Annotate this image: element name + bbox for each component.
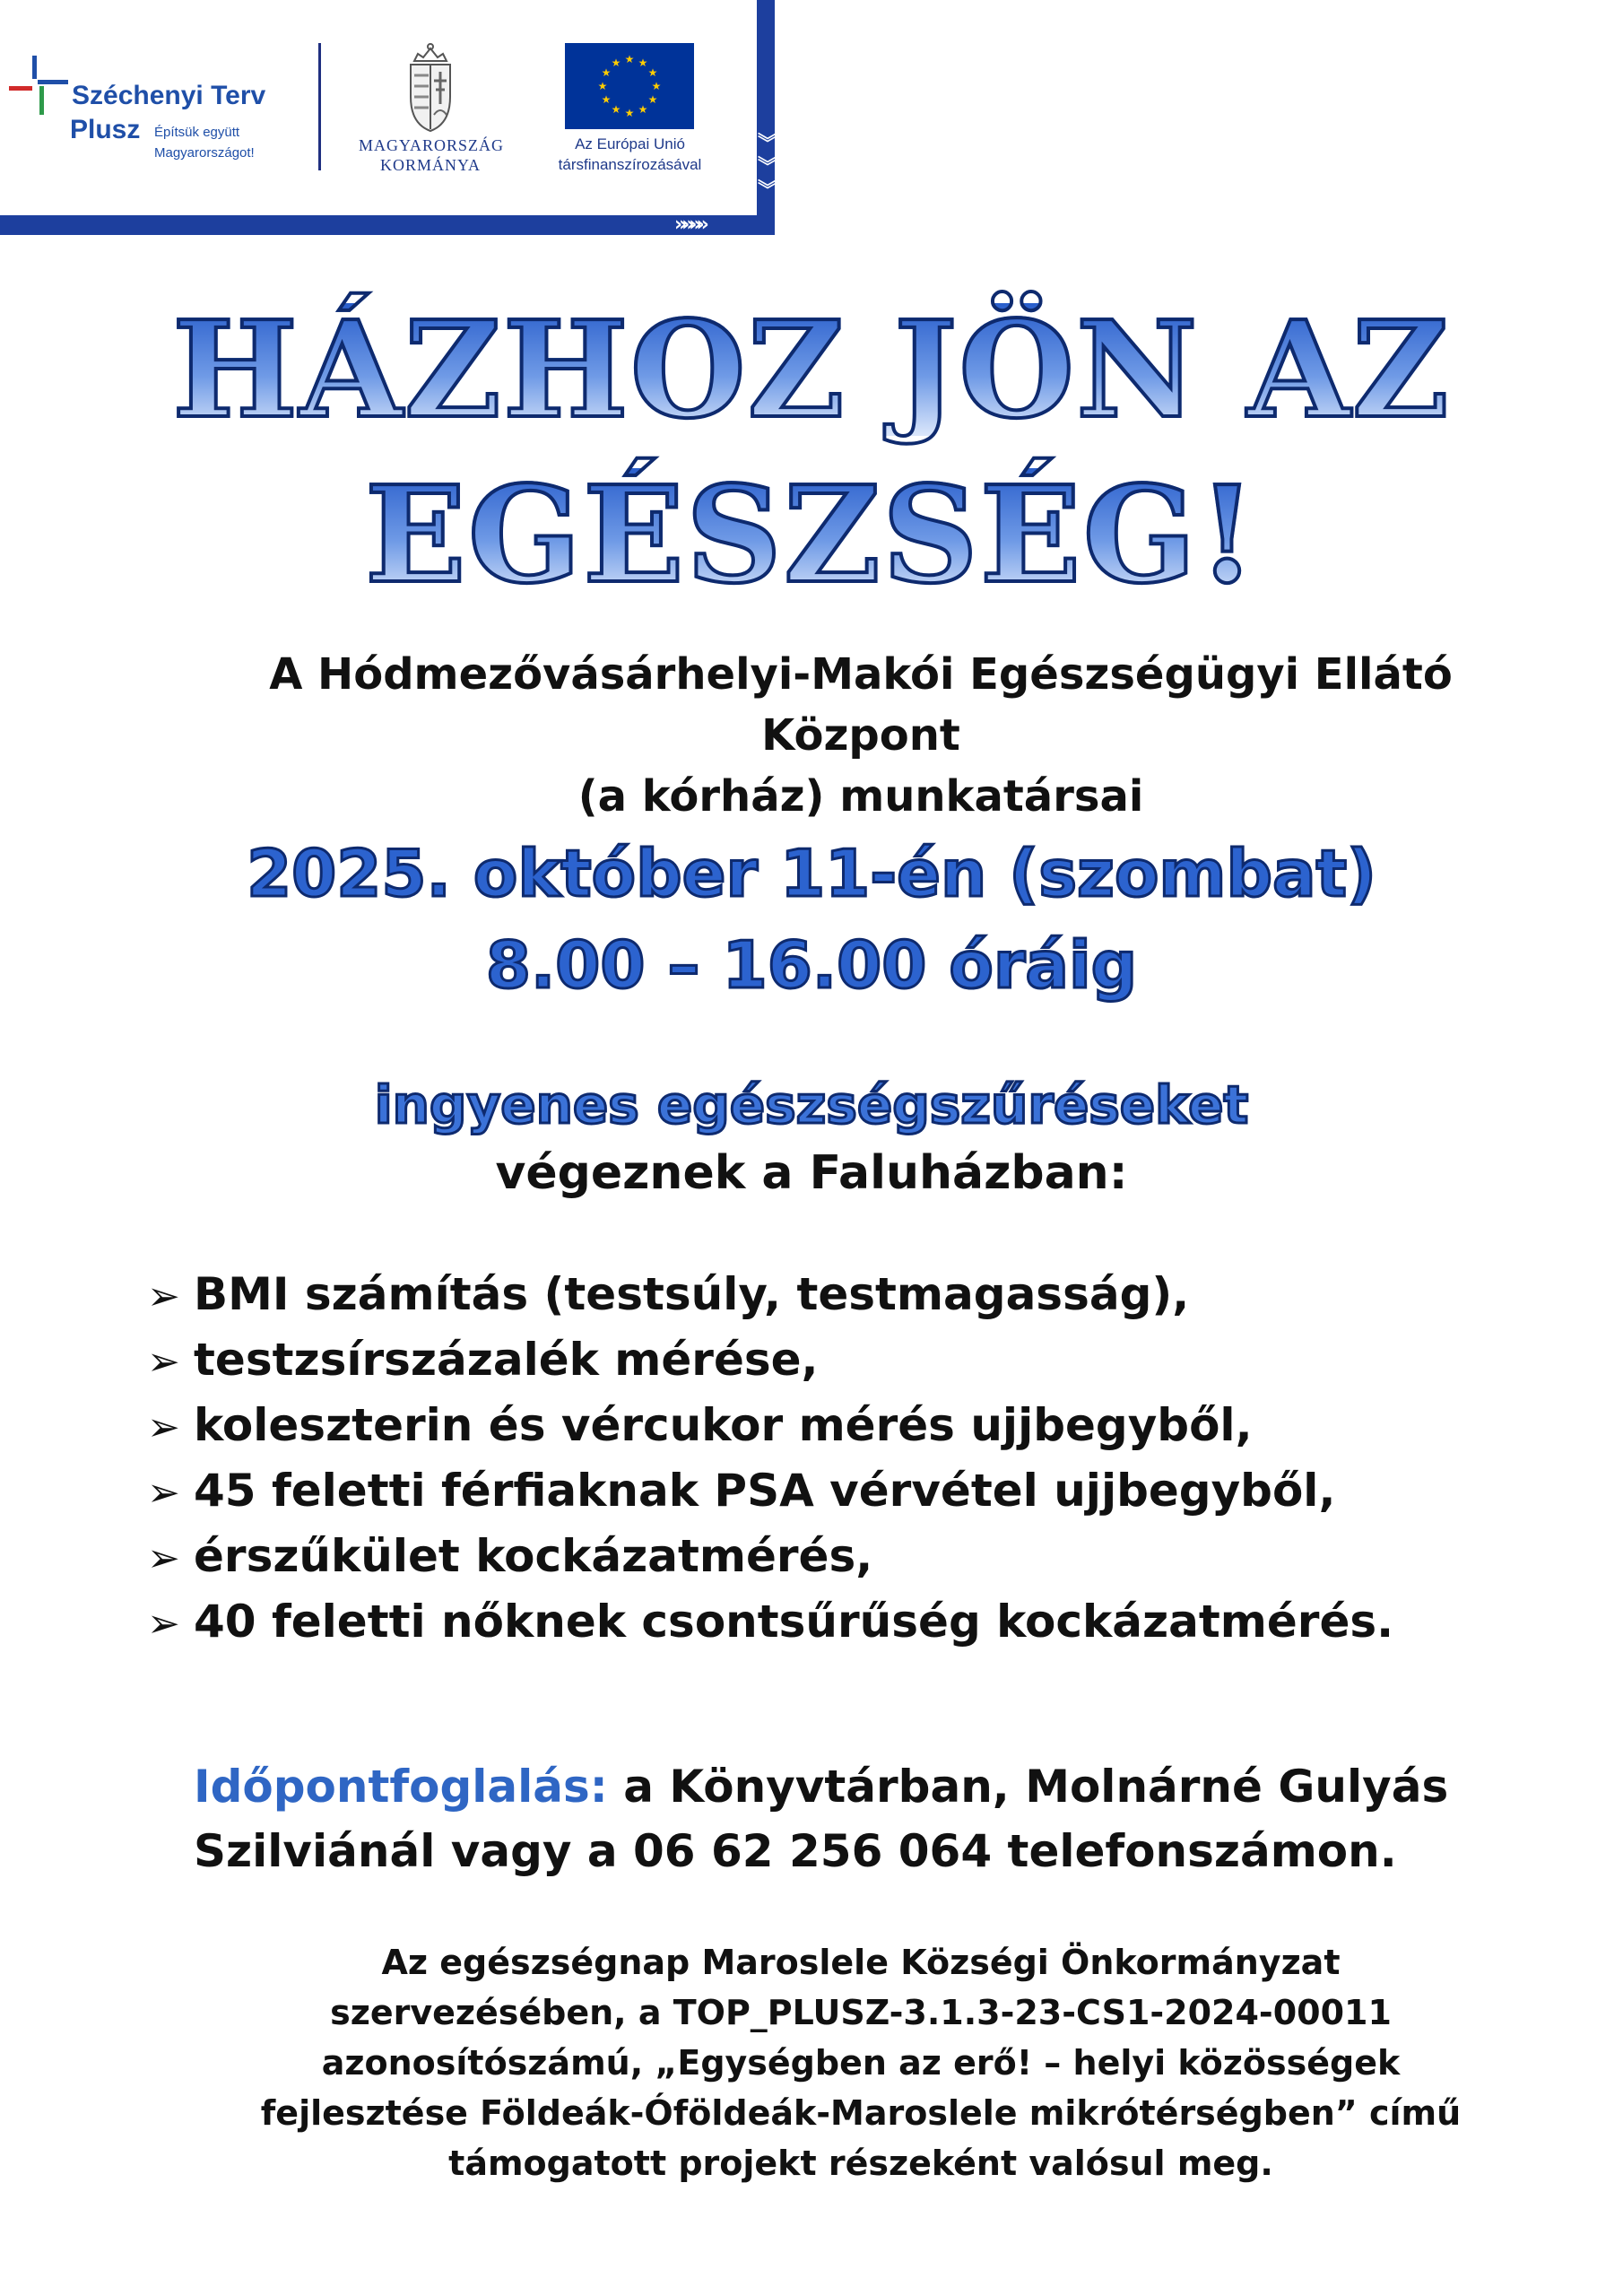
government-line-1: MAGYARORSZÁG <box>359 136 505 154</box>
arrow-bullet-icon: ➢ <box>147 1405 180 1450</box>
eu-star-icon: ★ <box>638 57 648 70</box>
eu-line-2: társfinanszírozásával <box>558 155 702 173</box>
services-list <box>147 1263 1393 1656</box>
eu-star-icon: ★ <box>647 93 658 106</box>
event-date: 2025. október 11-én (szombat) <box>247 836 1376 911</box>
list-item <box>147 1328 1393 1394</box>
eu-star-icon: ★ <box>651 80 662 92</box>
chevron-down-icon: ︾ <box>758 156 778 178</box>
poster-title-line-2: EGÉSZSÉG! <box>0 468 1623 601</box>
booking-info <box>194 1754 1539 1883</box>
footer-line-1: Az egészségnap Maroslele Községi Önkormányzat <box>381 1943 1341 1982</box>
list-item <box>147 1263 1393 1328</box>
footer-line-5: támogatott projekt részeként valósul meg. <box>448 2144 1273 2183</box>
footer-line-2: szervezésében, a TOP_PLUSZ-3.1.3-23-CS1-2024-00011 <box>330 1993 1392 2032</box>
list-item <box>147 1459 1393 1525</box>
list-item <box>147 1525 1393 1590</box>
chevron-right-icon: »»»» <box>674 213 704 236</box>
service-text: 45 feletti férfiaknak PSA vérvétel ujjbegyből, <box>194 1465 1336 1517</box>
funding-logo-banner <box>0 0 780 235</box>
booking-label: Időpontfoglalás: <box>194 1761 608 1813</box>
arrow-bullet-icon: ➢ <box>147 1339 180 1385</box>
eu-star-icon: ★ <box>647 66 658 79</box>
coat-of-arms-icon <box>402 41 459 135</box>
list-item <box>147 1394 1393 1459</box>
footer-line-4: fejlesztése Földeák-Óföldeák-Maroslele mikrótérségben” című <box>260 2093 1462 2133</box>
service-text: BMI számítás (testsúly, testmagasság), <box>194 1268 1190 1320</box>
eu-star-icon: ★ <box>611 57 621 70</box>
eu-cofinancing-text <box>534 135 726 176</box>
arrow-bullet-icon: ➢ <box>147 1274 180 1319</box>
organizer-line-1: A Hódmezővásárhelyi-Makói Egészségügyi Ellátó <box>269 649 1453 700</box>
arrow-bullet-icon: ➢ <box>147 1470 180 1516</box>
government-name <box>359 136 505 175</box>
eu-flag-icon <box>565 43 694 129</box>
eu-star-icon: ★ <box>611 102 621 116</box>
eu-star-icon: ★ <box>624 107 635 119</box>
screening-location: végeznek a Faluházban: <box>495 1146 1128 1200</box>
szechenyi-tagline <box>154 123 255 163</box>
free-screening-headline: ingyenes egészségszűréseket <box>374 1074 1249 1135</box>
szechenyi-tagline-2: Magyarországot! <box>154 144 255 161</box>
service-text: érszűkület kockázatmérés, <box>194 1530 873 1582</box>
organizer-line-3: (a kórház) munkatársai <box>577 771 1144 822</box>
arrow-bullet-icon: ➢ <box>147 1601 180 1647</box>
banner-frame-bottom <box>0 215 775 235</box>
eu-star-icon: ★ <box>601 93 612 106</box>
eu-star-icon: ★ <box>597 80 608 92</box>
service-text: testzsírszázalék mérése, <box>194 1334 819 1386</box>
logo-divider <box>318 43 321 170</box>
organizer-text <box>135 644 1587 827</box>
list-item <box>147 1590 1393 1656</box>
service-text: koleszterin és vércukor mérés ujjbegyből, <box>194 1399 1253 1451</box>
szechenyi-cross-icon <box>7 54 70 117</box>
szechenyi-plus: Plusz <box>70 115 141 144</box>
organizer-line-2: Központ <box>761 710 960 761</box>
project-footer <box>179 1937 1542 2188</box>
government-line-2: KORMÁNYA <box>379 155 481 174</box>
poster-title-line-1: HÁZHOZ JÖN AZ <box>0 303 1623 436</box>
eu-star-icon: ★ <box>624 53 635 65</box>
footer-line-3: azonosítószámú, „Egységben az erő! – helyi közösségek <box>321 2043 1401 2083</box>
szechenyi-title: Széchenyi Terv <box>72 81 266 110</box>
eu-line-1: Az Európai Unió <box>575 135 685 152</box>
booking-text: a Könyvtárban, Molnárné Gulyás Szilviánál vagy a 06 62 256 064 telefonszámon. <box>194 1761 1449 1877</box>
service-text: 40 feletti nőknek csontsűrűség kockázatmérés. <box>194 1596 1394 1648</box>
chevron-down-icon: ︾ <box>758 133 778 155</box>
eu-star-icon: ★ <box>601 66 612 79</box>
chevron-down-icon: ︾ <box>758 179 778 202</box>
szechenyi-tagline-1: Építsük együtt <box>154 125 240 140</box>
arrow-bullet-icon: ➢ <box>147 1535 180 1581</box>
event-time: 8.00 – 16.00 óráig <box>485 927 1138 1003</box>
eu-star-icon: ★ <box>638 102 648 116</box>
